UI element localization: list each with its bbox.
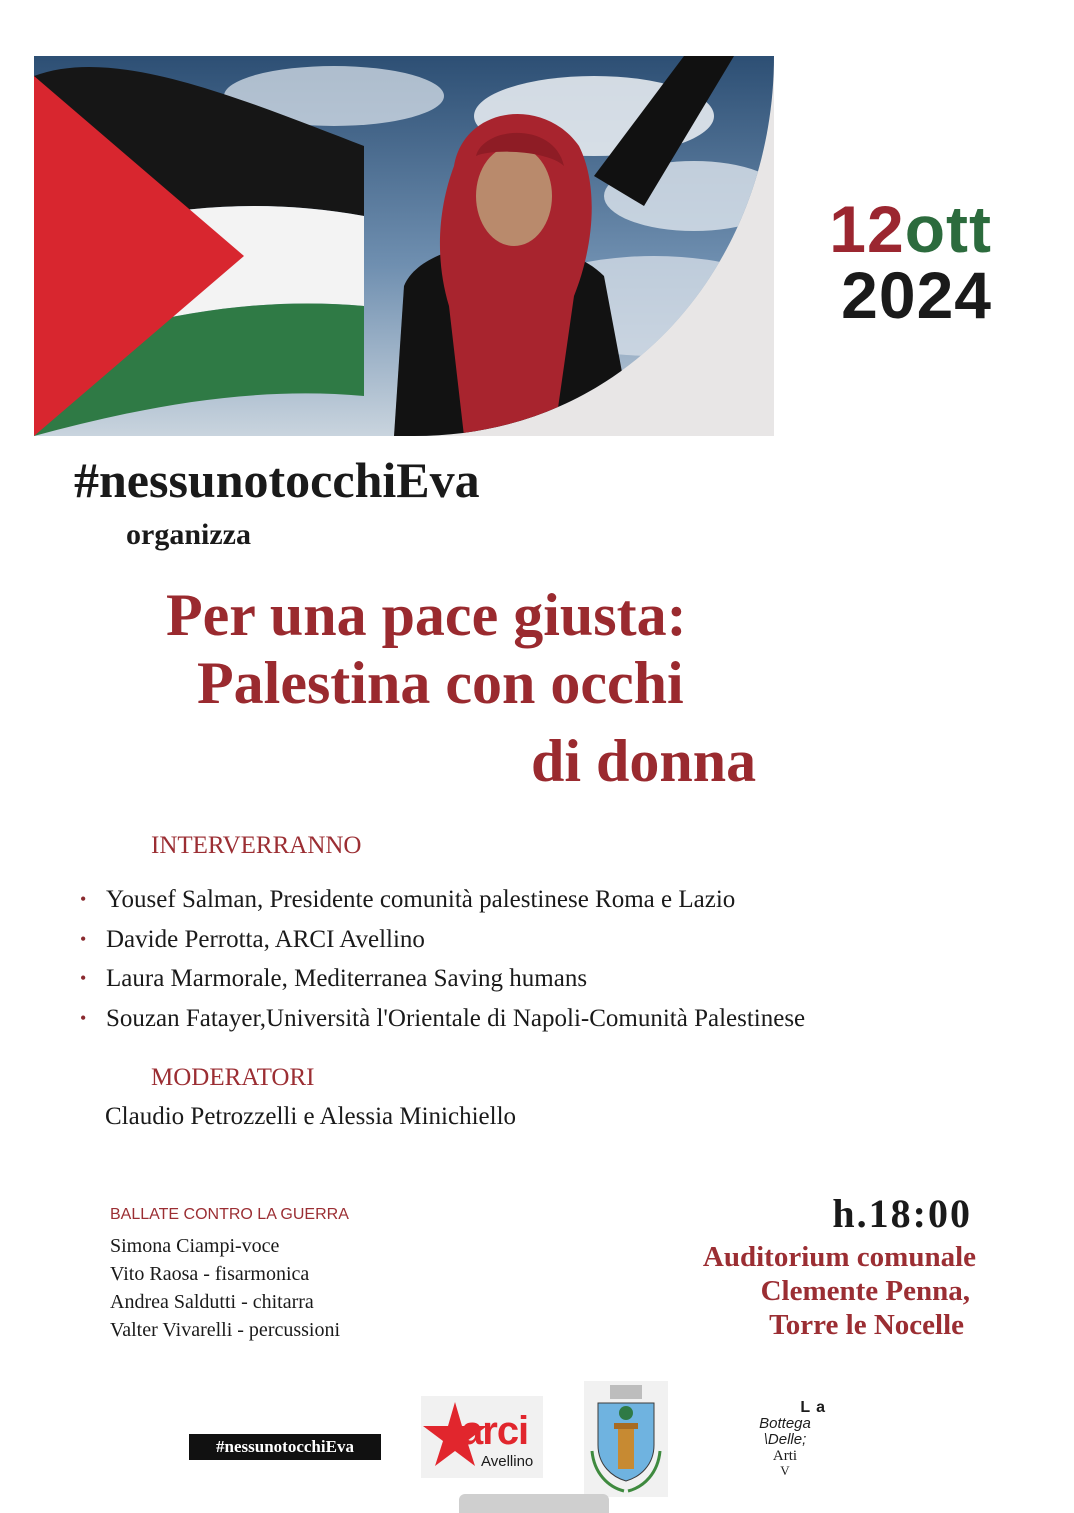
speakers-heading: INTERVERRANNO — [151, 832, 362, 859]
bottega-la: La — [800, 1399, 831, 1416]
hero-illustration — [34, 56, 774, 436]
bullet-icon: • — [80, 889, 87, 909]
moderators-heading: MODERATORI — [151, 1064, 315, 1091]
arci-logo-graphic — [421, 1396, 543, 1478]
nessunotocchieva-logo: #nessunotocchiEva — [189, 1434, 381, 1460]
bullet-icon: • — [80, 968, 87, 988]
bottega-word-4: V — [780, 1463, 790, 1478]
speaker-text: Yousef Salman, Presidente comunità palestinese Roma e Lazio — [106, 886, 736, 913]
venue-line-1: Auditorium comunale — [702, 1241, 976, 1273]
event-title-line-3: di donna — [531, 728, 757, 794]
speaker-text: Davide Perrotta, ARCI Avellino — [106, 925, 425, 953]
hero-image — [34, 56, 774, 436]
list-item — [80, 959, 805, 999]
event-date-year: 2024 — [841, 258, 992, 332]
bottega-word-1: Bottega — [759, 1415, 811, 1432]
bullet-icon: • — [80, 928, 87, 949]
date-day-number: 12 — [829, 192, 905, 266]
tower-crest-icon — [584, 1381, 668, 1497]
list-item: Vito Raosa - fisarmonica — [110, 1263, 310, 1285]
arci-word: arci — [461, 1409, 529, 1453]
bottega-delle-arti-logo — [735, 1400, 835, 1490]
event-title-line-2: Palestina con occhi — [197, 650, 684, 716]
music-heading: BALLATE CONTRO LA GUERRA — [110, 1206, 349, 1223]
arci-city: Avellino — [481, 1453, 534, 1470]
list-item — [80, 920, 805, 960]
scroll-handle[interactable] — [459, 1494, 609, 1513]
list-item: Simona Ciampi-voce — [110, 1235, 280, 1257]
list-item: Andrea Saldutti - chitarra — [110, 1291, 314, 1313]
event-date-day — [760, 192, 992, 266]
event-time: h.18:00 — [832, 1191, 972, 1236]
venue-line-2: Clemente Penna, — [760, 1275, 970, 1307]
bottega-word-2: \Delle; — [763, 1431, 807, 1448]
list-item: Valter Vivarelli - percussioni — [110, 1319, 341, 1341]
speakers-list — [80, 880, 805, 1038]
bottega-word-3: Arti — [772, 1448, 798, 1464]
bullet-icon: • — [80, 1007, 87, 1028]
moderators-names: Claudio Petrozzelli e Alessia Minichiello — [105, 1103, 517, 1130]
venue-line-3: Torre le Nocelle — [769, 1309, 964, 1341]
comune-crest-logo — [584, 1381, 668, 1497]
date-month: ott — [904, 192, 992, 266]
arci-logo — [421, 1396, 543, 1478]
speaker-text: Laura Marmorale, Mediterranea Saving humans — [106, 965, 588, 992]
speaker-text: Souzan Fatayer,Università l'Orientale di Napoli-Comunità Palestinese — [106, 1004, 806, 1032]
list-item — [80, 880, 805, 920]
event-title-line-1: Per una pace giusta: — [166, 582, 687, 648]
organizer-hashtag: #nessunotocchiEva — [74, 452, 480, 508]
list-item — [80, 999, 805, 1039]
organizer-verb: organizza — [126, 518, 251, 551]
performers-list — [110, 1232, 340, 1344]
